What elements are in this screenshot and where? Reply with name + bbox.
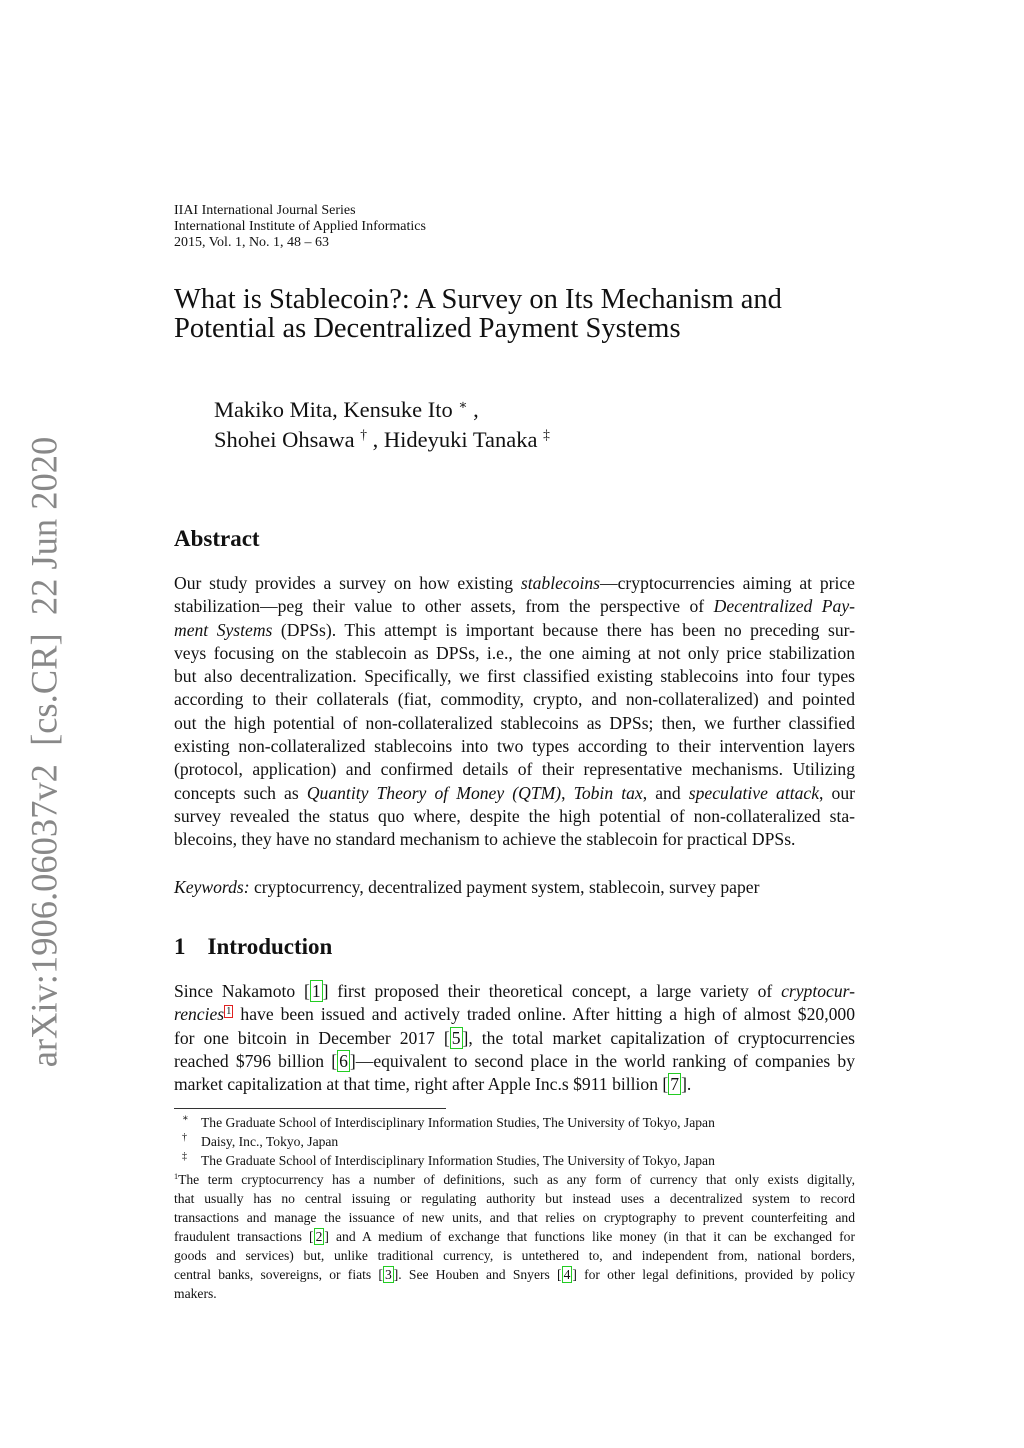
citation-link[interactable]: 5 [451,1027,461,1048]
keywords-text: cryptocurrency, decentralized payment system, stablecoin, survey paper [249,877,760,897]
journal-institute: International Institute of Applied Informatics [174,219,426,234]
text-line [174,1170,855,1189]
authors-names-1: Makiko Mita, Kensuke Ito [214,397,453,422]
text-segment: transactions and manage the issuance of new units, and that relies on cryptography to prevent counterfeiting and [174,1210,855,1225]
text-segment: (protocol, application) and confirmed details of their representative mechanisms. Utilizing [174,759,855,780]
text-line [174,980,855,1003]
text-line [174,1050,855,1073]
section-number: 1 [174,934,186,959]
text-line [174,758,855,781]
affiliation-mark: ‡ [182,1151,187,1162]
text-line [174,619,855,642]
affiliation-mark: ‡ [543,426,550,442]
text-segment: ], the total market capitalization of cryptocurrencies [462,1027,855,1048]
journal-series: IIAI International Journal Series [174,203,356,218]
text-segment: for one bitcoin in December 2017 [ [174,1027,450,1048]
text-line [174,572,855,595]
emphasized-text: speculative attack [688,782,820,803]
emphasized-text: Quantity Theory of Money (QTM) [306,782,562,803]
footnote-1 [174,1170,855,1303]
affiliation-text: The Graduate School of Interdisciplinary Information Studies, The University of Tokyo, Japan [201,1115,715,1130]
text-segment: survey revealed the status quo where, despite the high potential of non-collateralized sta- [174,805,855,826]
text-segment: that usually has no central issuing or regulating authority but instead uses a decentralized system to record [174,1191,855,1206]
emphasized-text: stablecoins [520,573,601,593]
text-line [174,1027,855,1050]
emphasized-text: rencies [174,1004,225,1025]
text-segment: (DPSs). This attempt is important because there has been no preceding sur- [272,619,855,640]
footnote-rule [174,1108,446,1109]
text-segment: Our study provides a survey on how existing [174,573,521,593]
text-segment: concepts such as [174,782,307,803]
text-segment: ]—equivalent to second place in the world ranking of companies by [349,1050,856,1071]
footnote-number: 1 [174,1172,179,1182]
text-line [174,805,855,828]
author-list [214,395,550,455]
affiliation-item [182,1113,715,1132]
text-segment: [ [303,981,310,1001]
text-segment: Since Nakamoto [174,981,304,1001]
abstract-heading: Abstract [174,526,260,551]
text-segment: —cryptocurrencies aiming at price [600,573,855,593]
keywords-label: Keywords: [174,877,250,897]
text-segment: ]. See Houben and Snyers [ [393,1267,562,1282]
text-segment: veys focusing on the stablecoin as DPSs, i.e., the one aiming at not only price stabilization [174,642,855,663]
separator: , [467,397,479,422]
introduction-body [174,980,855,1096]
text-segment: existing non-collateralized stablecoins into two types according to their intervention layers [174,736,855,757]
emphasized-text: Decentralized Pay- [713,596,855,617]
text-line [174,782,855,805]
journal-header [174,203,426,251]
text-segment: central banks, sovereigns, or fiats [ [174,1267,383,1282]
text-segment: blecoins, they have no standard mechanism to achieve the stablecoin for practical DPSs. [174,829,796,850]
affiliation-text: The Graduate School of Interdisciplinary Information Studies, The University of Tokyo, Japan [201,1153,715,1168]
text-segment: ] and A medium of exchange that functions like money (in that it can be exchanged for [324,1229,855,1244]
text-segment: fraudulent transactions [ [174,1229,314,1244]
text-segment: market capitalization at that time, right after Apple Inc.s $911 billion [ [174,1074,669,1095]
affiliation-text: Daisy, Inc., Tokyo, Japan [201,1134,339,1149]
text-line [174,1003,855,1026]
emphasized-text: cryptocur- [781,981,855,1001]
text-segment: stabilization—peg their value to other assets, from the perspective of [174,596,714,617]
text-line [174,1073,855,1096]
section-title: Introduction [207,934,333,959]
title-line-1: What is Stablecoin?: A Survey on Its Mechanism and [174,284,782,315]
paper-title [174,285,782,343]
author-tanaka: , Hideyuki Tanaka [366,427,538,452]
text-line [174,735,855,758]
journal-volume: 2015, Vol. 1, No. 1, 48 – 63 [174,235,330,250]
text-line [174,665,855,688]
text-segment: , [561,782,574,803]
text-segment: makers. [174,1286,217,1301]
citation-link[interactable]: 1 [311,981,321,1001]
text-line [174,642,855,665]
affiliation-mark: ∗ [458,396,468,412]
affiliation-footnotes [182,1113,715,1170]
text-segment: ] first proposed their theoretical concept, a large variety of [322,981,782,1001]
text-segment: , and [642,782,689,803]
text-line [174,1265,855,1284]
affiliation-mark: † [182,1132,187,1143]
text-line [174,828,855,851]
emphasized-text: ment Systems [174,619,273,640]
affiliation-item [182,1151,715,1170]
text-segment: reached $796 billion [ [174,1050,338,1071]
text-segment: ] for other legal definitions, provided by policy [572,1267,856,1282]
emphasized-text: Tobin tax [573,782,643,803]
text-segment: ]. [681,1074,692,1095]
affiliation-item [182,1132,715,1151]
text-line [174,595,855,618]
text-line [174,1208,855,1227]
text-line [174,1284,855,1303]
affiliation-mark: † [360,426,367,442]
citation-link[interactable]: 4 [563,1267,571,1282]
citation-link[interactable]: 6 [339,1050,348,1071]
text-line [174,712,855,735]
citation-link[interactable]: 3 [384,1267,392,1282]
citation-link[interactable]: 7 [670,1074,680,1095]
citation-link[interactable]: 2 [315,1229,323,1244]
text-segment: but also decentralization. Specifically, we first classified existing stablecoins into four types [174,666,855,687]
text-segment: The term cryptocurrency has a number of definitions, such as any form of currency that only exists digitally, [178,1172,855,1187]
text-line [174,1227,855,1246]
section-heading-introduction [174,934,332,960]
text-line [174,1189,855,1208]
text-segment: , our [819,782,856,803]
arxiv-identifier-stamp: arXiv:1906.06037v2 [cs.CR] 22 Jun 2020 [23,436,65,1068]
title-line-2: Potential as Decentralized Payment Systems [174,313,681,344]
text-segment: out the high potential of non-collateralized stablecoins as DPSs; then, we further classified [174,712,855,733]
footnote-link[interactable]: 1 [226,1005,232,1017]
abstract-body [174,572,855,852]
text-segment: according to their collaterals (fiat, commodity, crypto, and non-collateralized) and pointed [174,689,855,710]
author-ohsawa: Shohei Ohsawa [214,427,355,452]
text-segment: goods and services) but, unlike traditional currency, is untethered to, and independent from, national borders, [174,1248,855,1263]
text-line [174,688,855,711]
affiliation-mark: ∗ [182,1113,189,1124]
text-line [174,1246,855,1265]
keywords [174,876,855,899]
text-segment: have been issued and actively traded online. After hitting a high of almost $20,000 [233,1004,855,1025]
